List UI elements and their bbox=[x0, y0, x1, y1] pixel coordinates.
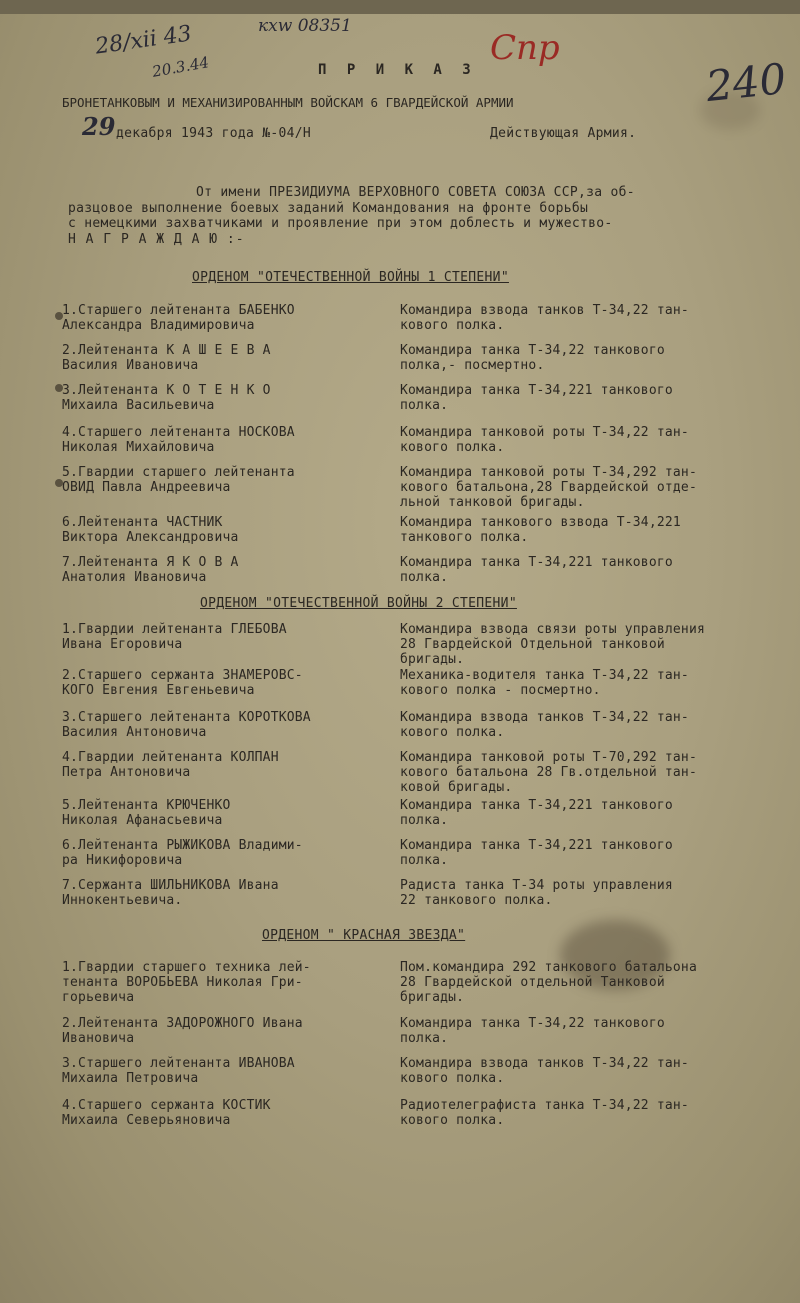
award-entry-position: Командира танковой роты Т-34,22 тан- кового полка. bbox=[400, 425, 689, 455]
award-entry-name: 3.Лейтенанта К О Т Е Н К О Михаила Васильевича bbox=[62, 383, 271, 413]
award-entry-name: 4.Гвардии лейтенанта КОЛПАН Петра Антоновича bbox=[62, 750, 279, 780]
section-heading-patriotic-war-1: ОРДЕНОМ "ОТЕЧЕСТВЕННОЙ ВОЙНЫ 1 СТЕПЕНИ" bbox=[192, 270, 509, 285]
award-entry-position: Командира взвода связи роты управления 28 Гвардейской Отдельной танковой бригады. bbox=[400, 622, 706, 667]
preamble-award-verb: Н А Г Р А Ж Д А Ю :- bbox=[68, 232, 245, 247]
handwritten-registration-number: кхw 08351 bbox=[258, 16, 352, 36]
award-entry-name: 5.Гвардии старшего лейтенанта ОВИД Павла Андреевича bbox=[62, 465, 295, 495]
handwritten-page-number: 240 bbox=[703, 53, 789, 112]
award-entry-position: Командира танка Т-34,22 танкового полка,- посмертно. bbox=[400, 343, 665, 373]
document-place: Действующая Армия. bbox=[490, 126, 637, 141]
award-entry-position: Командира танкового взвода Т-34,221 танкового полка. bbox=[400, 515, 681, 545]
handwritten-red-mark: Спр bbox=[490, 28, 560, 68]
document-date: декабря 1943 года №-04/Н bbox=[116, 126, 312, 141]
preamble-line: От имени ПРЕЗИДИУМА ВЕРХОВНОГО СОВЕТА СОЮЗА ССР,за об- bbox=[196, 185, 635, 200]
award-entry-name: 3.Старшего лейтенанта КОРОТКОВА Василия Антоновича bbox=[62, 710, 311, 740]
award-entry-name: 7.Лейтенанта Я К О В А Анатолия Ивановича bbox=[62, 555, 239, 585]
award-entry-position: Командира танка Т-34,221 танкового полка. bbox=[400, 555, 673, 585]
page-top-edge bbox=[0, 0, 800, 14]
handwritten-corner-note: 28/xii 43 bbox=[93, 21, 194, 60]
award-entry-name: 1.Старшего лейтенанта БАБЕНКО Александра Владимировича bbox=[62, 303, 295, 333]
section-heading-patriotic-war-2: ОРДЕНОМ "ОТЕЧЕСТВЕННОЙ ВОЙНЫ 2 СТЕПЕНИ" bbox=[200, 596, 517, 611]
award-entry-position: Командира танковой роты Т-34,292 тан- кового батальона,28 Гвардейской отде- льной танковой бригады. bbox=[400, 465, 697, 510]
document-subtitle: БРОНЕТАНКОВЫМ И МЕХАНИЗИРОВАННЫМ ВОЙСКАМ 6 ГВАРДЕЙСКОЙ АРМИИ bbox=[62, 95, 514, 110]
award-entry-name: 2.Лейтенанта К А Ш Е Е В А Василия Ивановича bbox=[62, 343, 271, 373]
document-title: П Р И К А З bbox=[318, 62, 477, 78]
section-heading-red-star: ОРДЕНОМ " КРАСНАЯ ЗВЕЗДА" bbox=[262, 928, 466, 943]
award-entry-name: 6.Лейтенанта РЫЖИКОВА Владими- ра Никифоровича bbox=[62, 838, 303, 868]
award-entry-position: Командира танка Т-34,221 танкового полка. bbox=[400, 798, 673, 828]
award-entry-name: 3.Старшего лейтенанта ИВАНОВА Михаила Петровича bbox=[62, 1056, 295, 1086]
award-entry-position: Пом.командира 292 танкового батальона 28 Гвардейской отдельной Танковой бригады. bbox=[400, 960, 697, 1005]
award-entry-position: Радиотелеграфиста танка Т-34,22 тан- кового полка. bbox=[400, 1098, 689, 1128]
award-entry-position: Командира танка Т-34,221 танкового полка. bbox=[400, 383, 673, 413]
preamble-line: с немецкими захватчиками и проявление при этом доблесть и мужество- bbox=[68, 216, 613, 231]
award-entry-position: Командира взвода танков Т-34,22 тан- кового полка. bbox=[400, 710, 689, 740]
award-entry-position: Механика-водителя танка Т-34,22 тан- кового полка - посмертно. bbox=[400, 668, 689, 698]
award-entry-name: 5.Лейтенанта КРЮЧЕНКО Николая Афанасьевича bbox=[62, 798, 231, 828]
award-entry-name: 1.Гвардии лейтенанта ГЛЕБОВА Ивана Егоровича bbox=[62, 622, 287, 652]
award-entry-position: Командира взвода танков Т-34,22 тан- кового полка. bbox=[400, 303, 689, 333]
preamble-line: разцовое выполнение боевых заданий Командования на фронте борьбы bbox=[68, 201, 589, 216]
handwritten-date-note: 20.3.44 bbox=[150, 53, 211, 81]
award-entry-name: 6.Лейтенанта ЧАСТНИК Виктора Александровича bbox=[62, 515, 239, 545]
award-entry-name: 1.Гвардии старшего техника лей- тенанта ВОРОБЬЕВА Николая Гри- горьевича bbox=[62, 960, 311, 1005]
award-entry-name: 4.Старшего сержанта КОСТИК Михаила Северьяновича bbox=[62, 1098, 271, 1128]
award-entry-name: 4.Старшего лейтенанта НОСКОВА Николая Михайловича bbox=[62, 425, 295, 455]
award-entry-position: Командира танковой роты Т-70,292 тан- кового батальона 28 Гв.отдельной тан- ковой бригады. bbox=[400, 750, 697, 795]
handwritten-day: 29 bbox=[82, 112, 116, 141]
award-entry-position: Командира танка Т-34,22 танкового полка. bbox=[400, 1016, 665, 1046]
award-entry-name: 7.Сержанта ШИЛЬНИКОВА Ивана Иннокентьевича. bbox=[62, 878, 279, 908]
award-entry-name: 2.Старшего сержанта ЗНАМЕРОВС- КОГО Евгения Евгеньевича bbox=[62, 668, 303, 698]
award-entry-position: Радиста танка Т-34 роты управления 22 танкового полка. bbox=[400, 878, 673, 908]
award-entry-name: 2.Лейтенанта ЗАДОРОЖНОГО Ивана Ивановича bbox=[62, 1016, 303, 1046]
award-entry-position: Командира взвода танков Т-34,22 тан- кового полка. bbox=[400, 1056, 689, 1086]
award-entry-position: Командира танка Т-34,221 танкового полка. bbox=[400, 838, 673, 868]
